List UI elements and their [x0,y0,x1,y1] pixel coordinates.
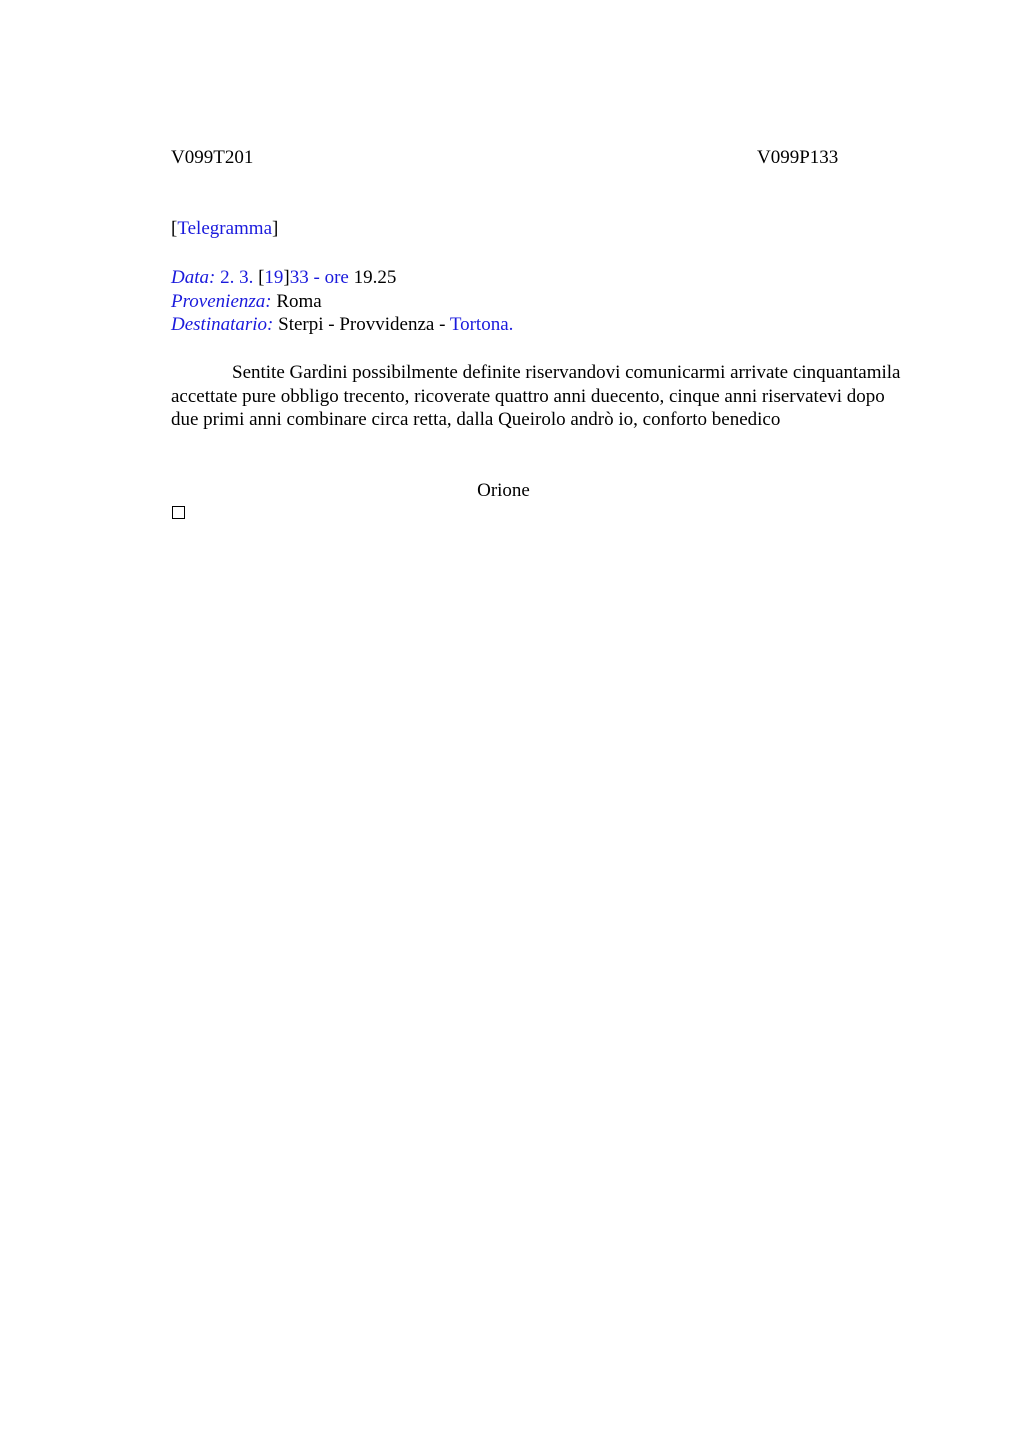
document-code-right: V099P133 [757,147,839,168]
doc-type-label: Telegramma [177,218,273,239]
meta-origin-label: Provenienza: [171,290,272,312]
meta-date-century: 19 [264,267,284,288]
meta-recipient-value: Sterpi - Provvidenza - [278,314,446,335]
meta-time-label: ore [324,267,349,288]
meta-recipient-city: Tortona [449,314,509,335]
telegram-body: Sentite Gardini possibilmente definite riservandovi comunicarmi arrivate cinquantamila accettate pure obbligo trecento, ricoverate quattro anni duecento, cinque anni riservatevi dopo due primi anni combinare circa retta, dalla Queirolo andrò io, conforto benedico [171,362,901,430]
doc-type-close-bracket: ] [272,218,279,239]
meta-recipient-line [171,313,513,337]
meta-origin-value: Roma [276,290,322,312]
meta-date-separator: - [313,267,320,288]
meta-date-label: Data: [171,267,216,288]
end-square-icon [172,506,185,519]
meta-origin-line [171,290,513,314]
meta-time-value: 19.25 [353,267,397,288]
meta-date-day-month: 2. 3. [220,267,254,288]
document-type [171,218,278,240]
meta-date-bracket-open: [ [258,267,265,288]
meta-recipient-label: Destinatario: [171,314,274,335]
meta-date-line [171,266,513,290]
document-code-left: V099T201 [171,147,254,168]
signature: Orione [477,480,530,501]
meta-recipient-end: . [508,314,514,335]
doc-type-open-bracket: [ [171,218,178,239]
meta-date-bracket-close: ] [283,267,290,288]
metadata-block [171,266,513,337]
meta-date-year: 33 [289,267,309,288]
